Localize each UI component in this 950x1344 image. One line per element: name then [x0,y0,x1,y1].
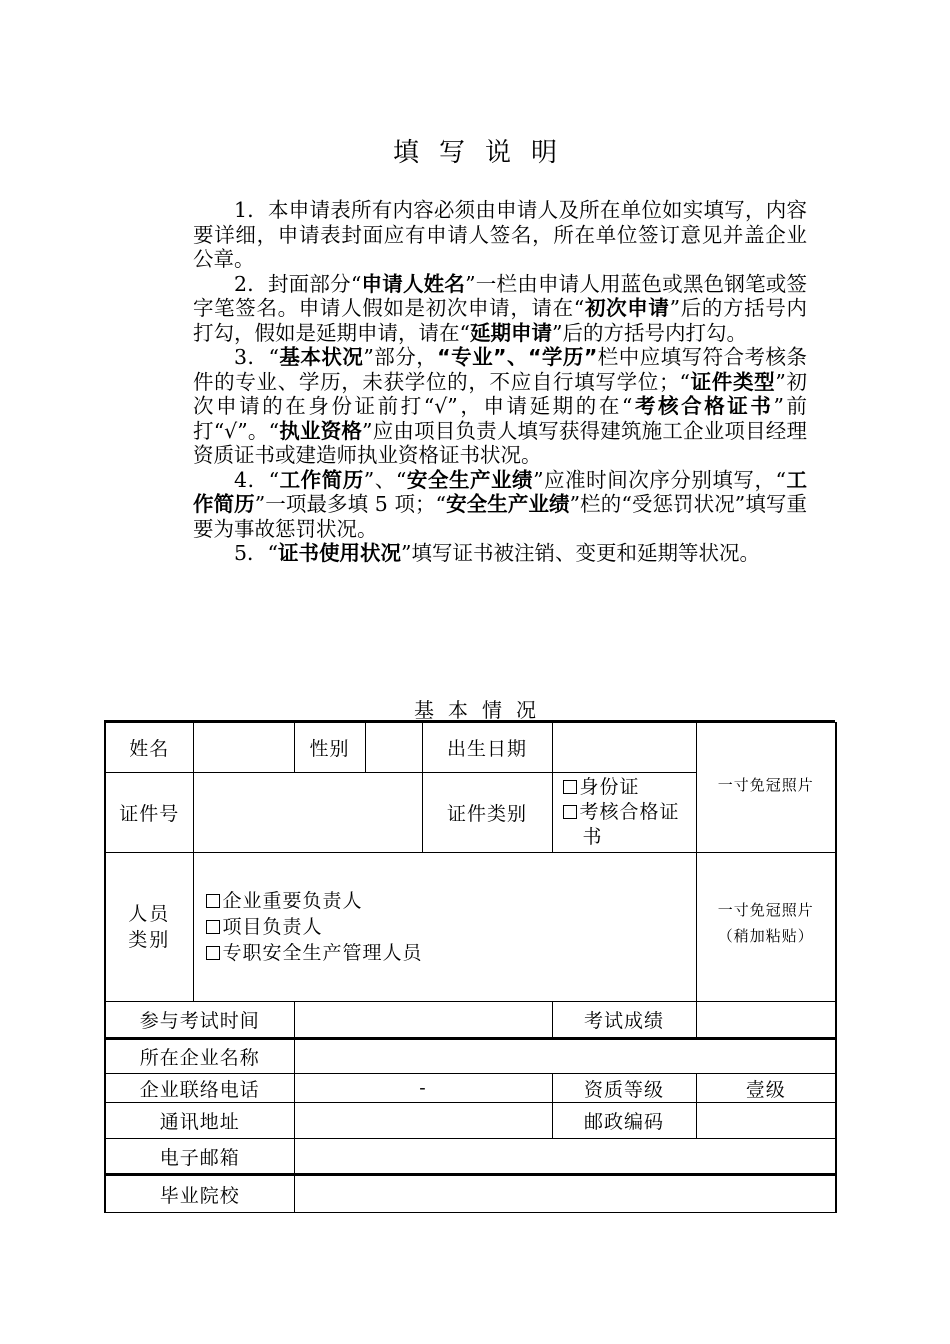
email-label: 电子邮箱 [105,1139,294,1175]
instruction-text: ”应准时间次序分别填写，“ [533,467,786,492]
gender-field[interactable] [365,723,422,773]
instruction-text: ”前打“√”。“ [193,394,807,443]
checkbox-icon[interactable] [563,780,577,794]
exam-score-field[interactable] [696,1002,836,1039]
person-type-options [193,853,696,1002]
photo-box-2[interactable] [696,853,836,1002]
birth-date-label: 出生日期 [422,723,552,773]
instruction-item [193,272,807,346]
zip-code-label: 邮政编码 [552,1103,696,1139]
instructions-list [193,198,807,566]
photo-label-2-sub: （稍加粘贴） [717,927,814,945]
instruction-text: ”一栏由申请人用蓝色或黑色钢笔或签字笔签名。申请人假如是初次申请，请在“ [193,271,808,320]
id-type-option-idcard[interactable]: 身份证 [563,775,696,800]
instruction-text: 2．封面部分“ [234,271,362,296]
instruction-emphasis: 安全生产业绩 [406,467,534,492]
zip-code-field[interactable] [696,1103,836,1139]
email-field[interactable] [294,1139,836,1175]
person-type-option[interactable]: 专职安全生产管理人员 [206,940,696,966]
photo-label-2: 一寸免冠照片 [717,901,814,919]
instruction-text: ”栏的“受惩罚状况”填写重要为事故惩罚状况。 [193,492,808,541]
company-name-label: 所在企业名称 [105,1039,294,1074]
basic-info-table [104,722,837,1213]
school-field[interactable] [294,1175,836,1213]
page-title: 填写说明 [392,138,577,168]
company-name-field[interactable] [294,1039,836,1074]
checkbox-icon[interactable] [206,946,220,960]
instruction-emphasis: 基本状况 [278,345,364,369]
instruction-emphasis: 考核合格证书 [632,394,774,418]
instruction-text: ”应由项目负责人填写获得建筑施工企业项目经理资质证书或建造师执业资格证书状况。 [193,418,807,467]
id-number-label: 证件号 [105,773,193,853]
instruction-text: ”初次申请的在身份证前打“√”，申请延期的在“ [193,369,808,418]
name-field[interactable] [193,723,294,773]
instruction-emphasis: 延期申请 [469,320,552,345]
checkbox-icon[interactable] [206,894,220,908]
name-label: 姓名 [105,723,193,773]
id-type-label: 证件类别 [422,773,552,853]
person-type-option[interactable]: 企业重要负责人 [206,888,696,914]
instruction-emphasis: 工作简历 [279,467,364,492]
checkbox-icon[interactable] [206,920,220,934]
instruction-emphasis: 工作简历 [193,467,808,516]
instruction-emphasis: 执业资格 [279,418,363,443]
school-label: 毕业院校 [105,1175,294,1213]
exam-score-label: 考试成绩 [552,1002,696,1039]
checkbox-icon[interactable] [563,805,577,819]
person-type-label [105,853,193,1002]
id-type-options [552,773,696,853]
qualification-field[interactable]: 壹级 [696,1074,836,1103]
exam-time-label: 参与考试时间 [105,1002,294,1039]
instruction-text: ”部分， [363,345,438,369]
person-type-label-text: 人员类别 [128,903,171,951]
id-type-option-certificate[interactable]: 考核合格证书 [563,800,696,850]
instruction-text: ”填写证书被注销、变更和延期等状况。 [401,541,761,565]
person-type-option[interactable]: 项目负责人 [206,914,696,940]
instruction-emphasis: “专业”、“学历” [437,345,598,369]
instruction-item [193,541,807,566]
instruction-text: ”、“ [363,467,407,492]
instruction-text: 1．本申请表所有内容必须由申请人及所在单位如实填写，内容要详细，申请表封面应有申请人签名，所在单位签订意见并盖企业公章。 [193,198,807,271]
instruction-emphasis: 证书使用状况 [278,541,402,565]
instruction-text: ”后的方括号内打勾。 [551,320,747,345]
instruction-item [193,198,807,272]
photo-box-1[interactable] [696,723,836,853]
id-number-field[interactable] [193,773,422,853]
photo-label-1: 一寸免冠照片 [717,776,814,794]
instruction-text: ”一项最多填 5 项；“ [254,492,447,516]
gender-label: 性别 [294,723,365,773]
instruction-emphasis: 申请人姓名 [361,271,466,296]
section-title: 基本情况 [414,698,550,722]
instruction-emphasis: 证件类型 [689,369,776,394]
address-label: 通讯地址 [105,1103,294,1139]
company-phone-label: 企业联络电话 [105,1074,294,1103]
exam-time-field[interactable] [294,1002,552,1039]
instruction-text: 栏中应填写符合考核条件的专业、学历，未获学位的，不应自行填写学位；“ [193,345,807,394]
address-field[interactable] [294,1103,552,1139]
instruction-text: 4．“ [234,467,280,492]
instruction-text: 5．“ [234,541,279,565]
instruction-item [193,468,807,542]
instruction-item [193,345,807,468]
instruction-emphasis: 初次申请 [584,296,670,320]
instruction-text: 3．“ [234,345,279,369]
company-phone-field[interactable]: - [294,1074,552,1103]
birth-date-field[interactable] [552,723,696,773]
instruction-text: ”后的方括号内打勾，假如是延期申请，请在“ [193,296,807,345]
instruction-emphasis: 安全生产业绩 [446,492,570,516]
qualification-label: 资质等级 [552,1074,696,1103]
